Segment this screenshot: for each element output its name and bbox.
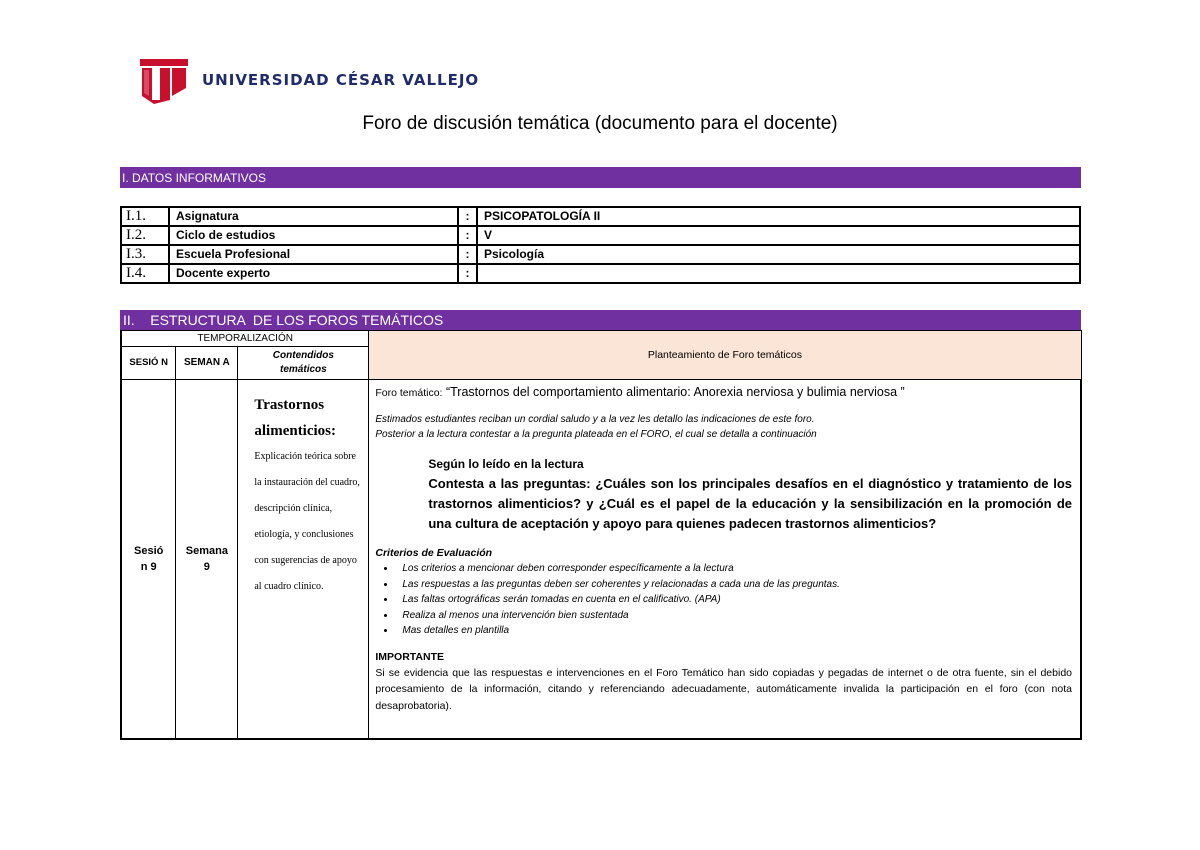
row-label: Asignatura: [169, 207, 458, 226]
row-number: I.1.: [121, 207, 169, 226]
contenidos-cell: [238, 380, 369, 740]
row-label: Ciclo de estudios: [169, 226, 458, 245]
row-value: [477, 264, 1080, 283]
university-name: UNIVERSIDAD CÉSAR VALLEJO: [202, 71, 480, 89]
ucv-emblem-icon: [140, 56, 188, 104]
intro-line-1: Estimados estudiantes reciban un cordial saludo y a la vez les detallo las indicaciones de este foro.: [375, 414, 815, 425]
row-colon: :: [458, 245, 477, 264]
row-number: I.2.: [121, 226, 169, 245]
foro-line: [375, 384, 1074, 402]
list-item: • Las respuestas a las preguntas deben ser coherentes y relacionadas a cada una de las preguntas.: [396, 577, 1074, 593]
row-label: Escuela Profesional: [169, 245, 458, 264]
list-item: • Mas detalles en plantilla: [396, 623, 1074, 639]
pregunta-text: Contesta a las preguntas: ¿Cuáles son los principales desafíos en el diagnóstico y tratamiento de los trastornos alimenticios? y ¿Cuál es el papel de la educación y la sensibilización en la promoción de una cultura de aceptación y apoyo para quienes padecen trastornos alimenticios?: [428, 476, 1072, 531]
importante-title: IMPORTANTE: [375, 650, 444, 663]
intro-line-2: Posterior a la lectura contestar a la pregunta plateada en el FORO, el cual se detalla a continuación: [375, 429, 817, 440]
document-title: Foro de discusión temática (documento para el docente): [362, 113, 838, 134]
section1-heading: I. DATOS INFORMATIVOS: [120, 167, 1081, 188]
list-item: • Realiza al menos una intervención bien sustentada: [396, 608, 1074, 624]
datos-informativos-table: [120, 206, 1081, 284]
sesion-header: SESIÓ N: [121, 347, 176, 380]
table-row: [121, 380, 1081, 740]
criterios-list: [375, 561, 1074, 639]
importante-text: Si se evidencia que las respuestas e intervenciones en el Foro Temático han sido copiadas y pegadas de internet o de otra fuente, sin el debido procesamiento de la información, citando y referenciando adecuadamente, automáticamente invalida la participación en el foro (con nota desaprobatoria).: [375, 666, 1072, 712]
list-item: • Los criterios a mencionar deben corresponder específicamente a la lectura: [396, 561, 1074, 577]
row-colon: :: [458, 207, 477, 226]
contenido-title: Trastornos alimenticios:: [254, 397, 337, 439]
table-row: [121, 226, 1080, 245]
row-number: I.4.: [121, 264, 169, 283]
criterios-title: Criterios de Evaluación: [375, 547, 493, 559]
table-row: [121, 331, 1081, 347]
segun-line: Según lo leído en la lectura: [428, 457, 584, 471]
contenido-body: Explicación teórica sobre la instauración del cuadro, descripción clínica, etiología, y conclusiones con sugerencias de apoyo al cuadro clínico.: [254, 451, 360, 592]
row-label: Docente experto: [169, 264, 458, 283]
foro-topic: “Trastornos del comportamiento alimentario: Anorexia nerviosa y bulimia nerviosa ”: [445, 385, 905, 399]
table-row: [121, 264, 1080, 283]
row-value: Psicología: [477, 245, 1080, 264]
foros-tematicos-table: [120, 330, 1082, 740]
row-value: PSICOPATOLOGÍA II: [477, 207, 1080, 226]
contenidos-header: Contendidos temáticos: [238, 347, 369, 380]
section2-heading: II. ESTRUCTURA DE LOS FOROS TEMÁTICOS: [120, 310, 1081, 330]
row-value: V: [477, 226, 1080, 245]
table-row: [121, 207, 1080, 226]
row-colon: :: [458, 226, 477, 245]
table-row: [121, 245, 1080, 264]
planteamiento-cell: [369, 380, 1081, 740]
sesion-cell: Sesió n 9: [121, 380, 176, 740]
semana-header: SEMAN A: [176, 347, 238, 380]
foro-label: Foro temático:: [375, 387, 443, 399]
planteamiento-header: Planteamiento de Foro temáticos: [369, 331, 1081, 380]
temporalizacion-header: TEMPORALIZACIÓN: [121, 331, 369, 347]
row-number: I.3.: [121, 245, 169, 264]
university-logo: [140, 56, 479, 104]
semana-cell: Semana 9: [176, 380, 238, 740]
list-item: • Las faltas ortográficas serán tomadas en cuenta en el calificativo. (APA): [396, 592, 1074, 608]
row-colon: :: [458, 264, 477, 283]
